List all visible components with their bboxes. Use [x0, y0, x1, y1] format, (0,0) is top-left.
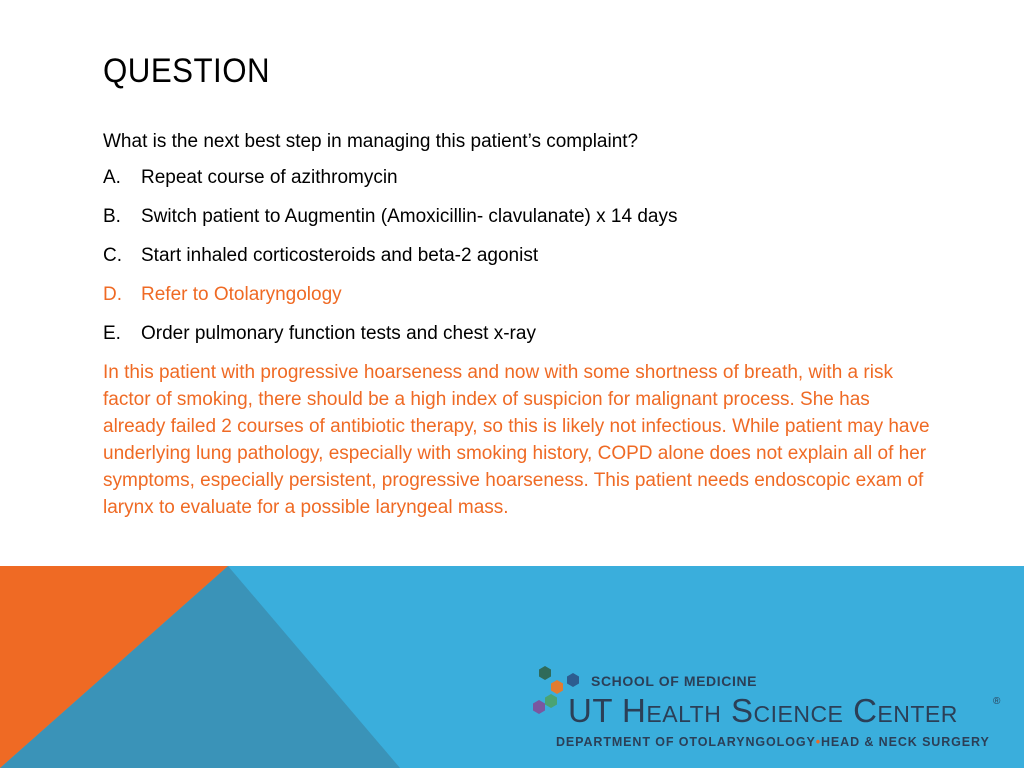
option-letter: C. — [103, 245, 122, 266]
option-text: Order pulmonary function tests and chest x-ray — [141, 323, 536, 344]
option-text: Repeat course of azithromycin — [141, 167, 398, 188]
logo-dept-right: HEAD & NECK SURGERY — [820, 735, 990, 749]
logo-dept-separator: • — [815, 735, 821, 749]
logo-main-text: UT Health Science Center — [568, 692, 958, 729]
logo-department-text — [556, 735, 990, 749]
option-letter: B. — [103, 206, 121, 227]
slide-content — [103, 130, 943, 521]
option-b — [103, 205, 943, 229]
slide-title: QUESTION — [103, 52, 271, 90]
answer-explanation: In this patient with progressive hoarseness and now with some shortness of breath, with a risk factor of smoking, there should be a high index of suspicion for malignant process. She has already failed 2 courses of antibiotic therapy, so this is likely not infectious. While patient may have underlying lung pathology, especially with smoking history, COPD alone does not explain all of her symptoms, especially persistent, progressive hoarseness. This patient needs endoscopic exam of larynx to evaluate for a possible laryngeal mass. — [103, 362, 930, 518]
option-text: Refer to Otolaryngology — [141, 284, 342, 305]
logo-school-text: SCHOOL OF MEDICINE — [591, 673, 758, 689]
option-text: Switch patient to Augmentin (Amoxicillin- clavulanate) x 14 days — [141, 206, 678, 227]
question-text: What is the next best step in managing this patient’s complaint? — [103, 131, 639, 152]
option-letter: A. — [103, 167, 121, 188]
option-e — [103, 322, 943, 346]
option-a — [103, 166, 943, 190]
logo-dept-left: DEPARTMENT OF OTOLARYNGOLOGY — [556, 735, 816, 749]
ut-health-logo — [528, 662, 1008, 752]
registered-mark: ® — [993, 696, 1001, 707]
option-text: Start inhaled corticosteroids and beta-2 agonist — [141, 245, 539, 266]
option-d-correct — [103, 283, 943, 307]
option-c — [103, 244, 943, 268]
option-letter: E. — [103, 323, 121, 344]
option-letter: D. — [103, 284, 122, 305]
